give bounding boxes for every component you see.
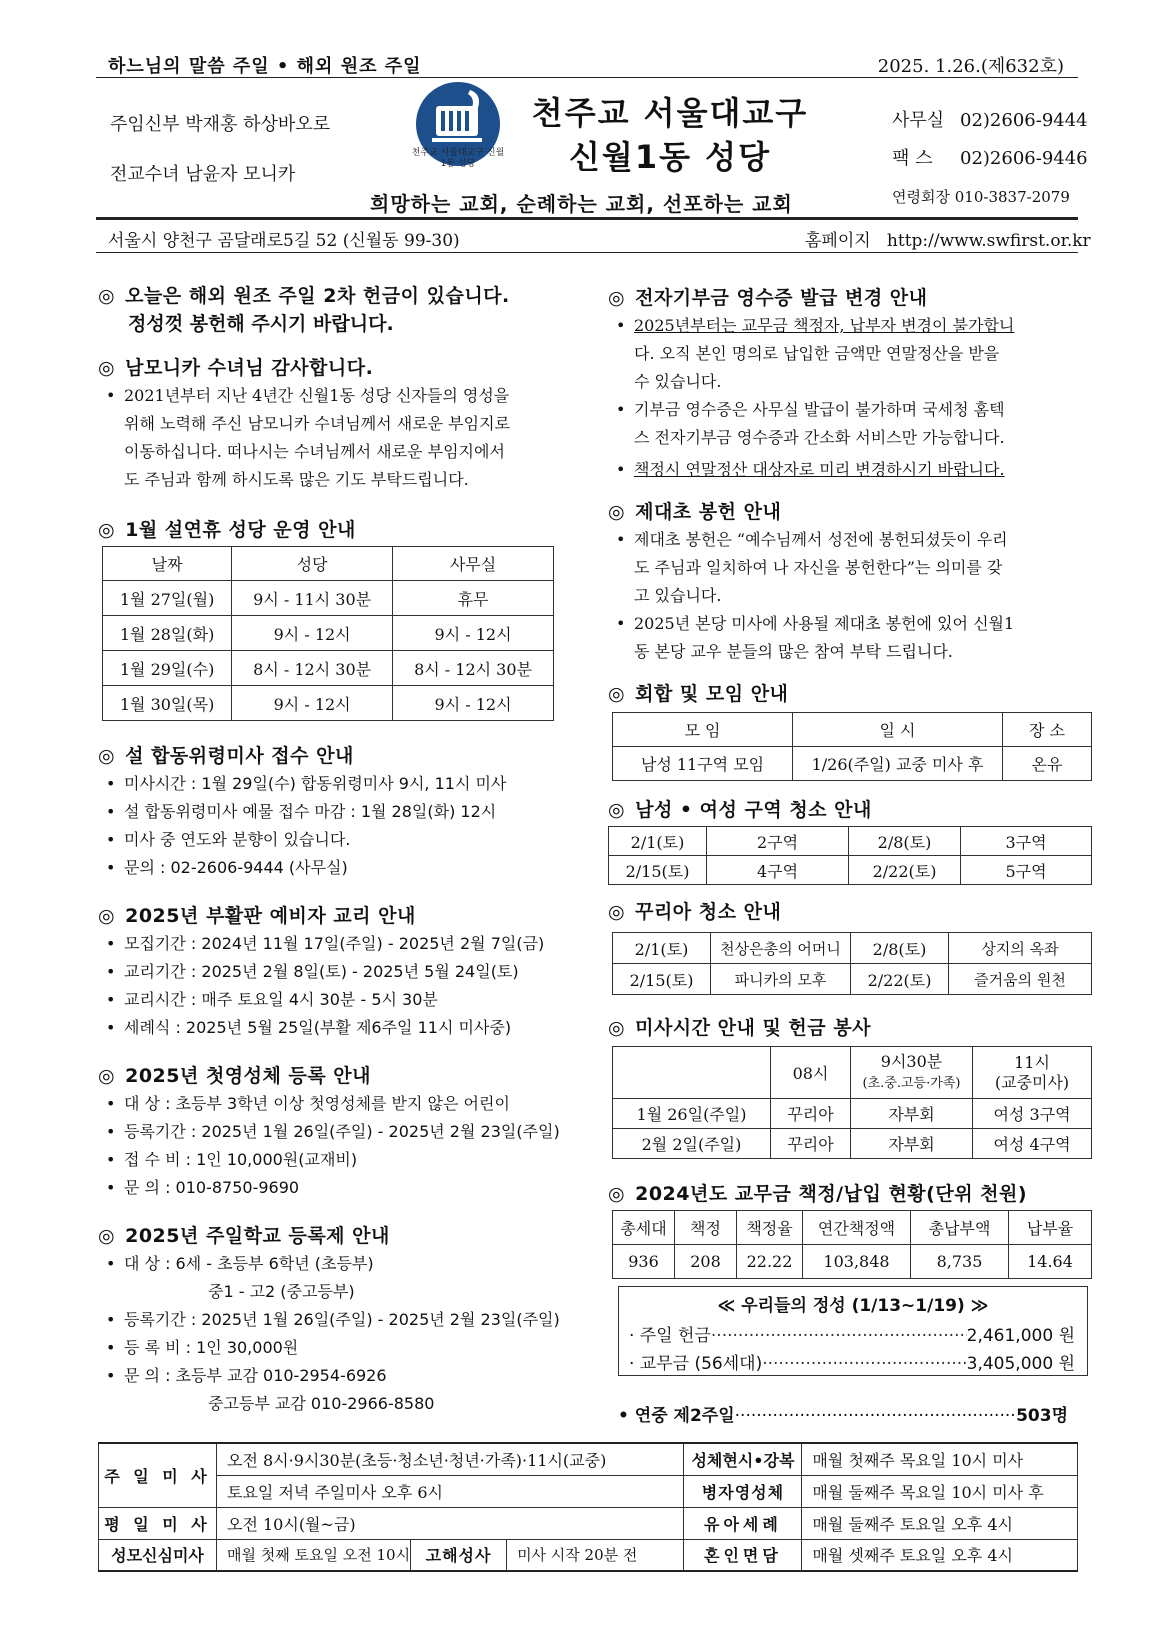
- section-title: ◎ 2024년도 교무금 책정/납입 현황(단위 천원): [608, 1183, 1028, 1205]
- offering-label: · 교무금 (56세대): [629, 1354, 763, 1374]
- homepage-label: 홈페이지: [805, 231, 871, 251]
- list-item: • 책정시 연말정산 대상자로 미리 변경하시기 바랍니다.: [608, 456, 1078, 484]
- homepage-url[interactable]: http://www.swfirst.or.kr: [886, 231, 1091, 251]
- sunday-mass-label: 주 일 미 사: [99, 1443, 217, 1507]
- nun-name: 전교수녀 남윤자 모니카: [110, 164, 296, 185]
- notice-tithe-status: [608, 1180, 1088, 1208]
- office-phone-row: [892, 102, 1088, 140]
- fax-row: [892, 140, 1088, 178]
- list-item: • 모집기간 : 2024년 11월 17일(주일) - 2025년 2월 7일(금): [98, 930, 578, 958]
- office-label: 사무실: [892, 110, 945, 131]
- offering-value: 3,405,000 원: [966, 1354, 1075, 1374]
- header-divider: [96, 217, 1078, 220]
- table-header: 11시 (교중미사): [973, 1047, 1092, 1099]
- meetings-table: [612, 712, 1092, 781]
- section-title: ◎ 제대초 봉헌 안내: [608, 501, 782, 523]
- parish-motto: 희망하는 교회, 순례하는 교회, 선포하는 교회: [370, 192, 793, 216]
- offering-title: ≪ 우리들의 정성 (1/13~1/19) ≫: [717, 1296, 989, 1316]
- table-header: 모 임: [613, 713, 793, 747]
- list-item: • 등록기간 : 2025년 1월 26일(주일) - 2025년 2월 23일(주일): [98, 1306, 578, 1334]
- marian-mass-label: 성모신심미사: [99, 1539, 217, 1571]
- table-header: 일 시: [793, 713, 1003, 747]
- list-item: • 접 수 비 : 1인 10,000원(교재비): [98, 1146, 578, 1174]
- list-item: • 문 의 : 010-8750-9690: [98, 1174, 578, 1202]
- table-row: 2/15(토) 4구역 2/22(토) 5구역: [609, 856, 1092, 885]
- tithe-status-table: [612, 1210, 1092, 1279]
- header-divider-2: [96, 252, 1078, 253]
- list-item: • 미사 중 연도와 분향이 있습니다.: [98, 826, 578, 854]
- list-item-cont: 도 주님과 함께 하시도록 많은 기도 부탁드립니다.: [124, 470, 469, 489]
- table-header: 08시: [771, 1047, 851, 1099]
- table-header: 장 소: [1003, 713, 1092, 747]
- section-title: ◎ 미사시간 안내 및 헌금 봉사: [608, 1017, 871, 1039]
- holiday-hours-table: [102, 546, 554, 721]
- table-header: 납부율: [1009, 1211, 1092, 1245]
- homepage: [805, 226, 1091, 251]
- chair-row: [892, 178, 1088, 216]
- notice-district-cleaning: [608, 796, 1078, 824]
- confession-label: 고해성사: [411, 1539, 507, 1571]
- table-header: 성당: [232, 547, 393, 581]
- list-item-cont: 중1 - 고2 (중고등부): [208, 1282, 355, 1301]
- list-item-cont: 다. 오직 본인 명의로 납입한 금액만 연말정산을 받을: [634, 344, 1000, 363]
- list-item: • 등 록 비 : 1인 30,000원: [98, 1334, 578, 1362]
- marian-mass-value: 매월 첫째 토요일 오전 10시: [217, 1539, 411, 1571]
- table-header: 책정율: [737, 1211, 803, 1245]
- fax-label: 팩 스: [892, 148, 933, 169]
- chair-phone: 010-3837-2079: [954, 188, 1070, 206]
- list-item-cont: 도 주님과 일치하여 나 자신을 봉헌한다”는 의미를 갖: [634, 558, 1003, 577]
- sick-communion-value: 매월 둘째주 목요일 10시 미사 후: [802, 1475, 1078, 1507]
- list-item: • 2025년 본당 미사에 사용될 제대초 봉헌에 있어 신월1: [608, 610, 1078, 638]
- table-header: 총세대: [613, 1211, 675, 1245]
- list-item-cont: 이동하십니다. 떠나시는 수녀님께서 새로운 부임지에서: [124, 442, 505, 461]
- list-item: • 기부금 영수증은 사무실 발급이 불가하며 국세청 홈텍: [608, 396, 1078, 424]
- list-item: • 제대초 봉헌은 “예수님께서 성전에 봉헌되셨듯이 우리: [608, 526, 1078, 554]
- table-row: 2/15(토) 파니카의 모후 2/22(토) 즐거움의 원천: [613, 964, 1092, 995]
- adoration-value: 매월 첫째주 목요일 10시 미사: [802, 1443, 1078, 1475]
- section-title: ◎ 꾸리아 청소 안내: [608, 901, 782, 923]
- weekly-offering-box: [618, 1286, 1088, 1376]
- list-item: • 문 의 : 초등부 교감 010-2954-6926: [98, 1362, 578, 1390]
- notice-mass-offering-service: [608, 1014, 1078, 1042]
- notice-first-communion: [98, 1062, 578, 1202]
- table-row: 936 208 22.22 103,848 8,735 14.64: [613, 1245, 1092, 1279]
- list-item: • 세례식 : 2025년 5월 25일(부활 제6주일 11시 미사중): [98, 1014, 578, 1042]
- section-title: ◎ 남성 • 여성 구역 청소 안내: [608, 799, 872, 821]
- list-item-cont: 동 본당 교우 분들의 많은 참여 부탁 드립니다.: [634, 642, 953, 661]
- offering-row-sunday: [629, 1321, 1075, 1346]
- notice-memorial-mass: [98, 742, 578, 882]
- section-title: ◎ 2025년 부활판 예비자 교리 안내: [98, 905, 416, 927]
- sunday-title: 하느님의 말씀 주일 • 해외 원조 주일: [108, 56, 422, 77]
- table-header: 사무실: [393, 547, 554, 581]
- saturday-vigil-mass: 토요일 저녁 주일미사 오후 6시: [217, 1475, 684, 1507]
- table-row: 1월 30일(목) 9시 - 12시 9시 - 12시: [103, 686, 554, 721]
- table-row: 1월 26일(주일) 꾸리아 자부회 여성 3구역: [613, 1099, 1092, 1129]
- list-item-cont: 위해 노력해 주신 남모니카 수녀님께서 새로운 부임지로: [124, 414, 511, 433]
- list-item-cont: 스 전자기부금 영수증과 간소화 서비스만 가능합니다.: [634, 428, 1005, 447]
- list-item-cont: 중고등부 교감 010-2966-8580: [208, 1394, 435, 1413]
- district-cleaning-table: [608, 826, 1092, 885]
- section-title: ◎ 2025년 첫영성체 등록 안내: [98, 1065, 372, 1087]
- notice-sunday-school: [98, 1222, 578, 1418]
- infant-baptism-value: 매월 둘째주 토요일 오후 4시: [802, 1507, 1078, 1539]
- notice-altar-candle: [608, 498, 1078, 666]
- section-title: ◎ 남모니카 수녀님 감사합니다.: [98, 357, 374, 379]
- header-top-bar: [96, 52, 1078, 78]
- marriage-value: 매월 셋째주 토요일 오후 4시: [802, 1539, 1078, 1571]
- mass-service-table: [612, 1046, 1092, 1159]
- parish-title-line2: 신월1동 성당: [569, 138, 771, 176]
- section-title: ◎ 설 합동위령미사 접수 안내: [98, 745, 354, 767]
- contact-block: [892, 102, 1088, 216]
- notice-donation-receipt: [608, 284, 1078, 484]
- list-item: • 대 상 : 6세 - 초등부 6학년 (초등부): [98, 1250, 578, 1278]
- offering-label: · 주일 헌금: [629, 1326, 711, 1346]
- sick-communion-label: 병자영성체: [684, 1475, 802, 1507]
- table-header: 날짜: [103, 547, 232, 581]
- section-subtitle: 정성껏 봉헌해 주시기 바랍니다.: [128, 313, 394, 335]
- list-item-cont: 고 있습니다.: [634, 586, 722, 605]
- table-row: 2/1(토) 2구역 2/8(토) 3구역: [609, 827, 1092, 856]
- chair-label: 연령회장: [892, 188, 950, 206]
- offering-value: 2,461,000 원: [966, 1326, 1075, 1346]
- table-row: 2/1(토) 천상은총의 어머니 2/8(토) 상지의 옥좌: [613, 933, 1092, 964]
- section-title: ◎ 전자기부금 영수증 발급 변경 안내: [608, 287, 928, 309]
- section-title: ◎ 오늘은 해외 원조 주일 2차 헌금이 있습니다.: [98, 285, 510, 307]
- offering-row-tithe: [629, 1349, 1075, 1374]
- table-row: 1월 29일(수) 8시 - 12시 30분 8시 - 12시 30분: [103, 651, 554, 686]
- table-row: 1월 28일(화) 9시 - 12시 9시 - 12시: [103, 616, 554, 651]
- table-row: 1월 27일(월) 9시 - 11시 30분 휴무: [103, 581, 554, 616]
- list-item: • 2025년부터는 교무금 책정자, 납부자 변경이 불가합니: [608, 312, 1078, 340]
- list-item: • 등록기간 : 2025년 1월 26일(주일) - 2025년 2월 23일(주일): [98, 1118, 578, 1146]
- notice-meetings: [608, 680, 1078, 708]
- notice-sister-thanks: [98, 354, 578, 494]
- notice-lunar-holiday: [98, 516, 578, 544]
- adoration-label: 성체현시•강복: [684, 1443, 802, 1475]
- curia-cleaning-table: [612, 932, 1092, 995]
- marriage-label: 혼인면담: [684, 1539, 802, 1571]
- notice-second-collection: [98, 282, 578, 338]
- parish-title-line1: 천주교 서울대교구: [531, 94, 809, 132]
- list-item: • 교리기간 : 2025년 2월 8일(토) - 2025년 5월 24일(토): [98, 958, 578, 986]
- notice-catechumen: [98, 902, 578, 1042]
- parish-address: 서울시 양천구 곰달래로5길 52 (신월동 99-30): [108, 231, 460, 251]
- section-title: ◎ 회합 및 모임 안내: [608, 683, 789, 705]
- list-item: • 설 합동위령미사 예물 접수 마감 : 1월 28일(화) 12시: [98, 798, 578, 826]
- list-item: • 문의 : 02-2606-9444 (사무실): [98, 854, 578, 882]
- confession-value: 미사 시작 20분 전: [507, 1539, 684, 1571]
- table-header: 책정: [675, 1211, 737, 1245]
- section-title: ◎ 2025년 주일학교 등록제 안내: [98, 1225, 390, 1247]
- fax-phone: 02)2606-9446: [960, 148, 1088, 169]
- list-item: • 대 상 : 초등부 3학년 이상 첫영성체를 받지 않은 어린이: [98, 1090, 578, 1118]
- notice-curia-cleaning: [608, 898, 1078, 926]
- table-header: 연간책정액: [803, 1211, 911, 1245]
- list-item: • 미사시간 : 1월 29일(수) 합동위령미사 9시, 11시 미사: [98, 770, 578, 798]
- table-header: 9시30분 (초.중.고등·가족): [851, 1047, 973, 1099]
- weekday-mass-label: 평 일 미 사: [99, 1507, 217, 1539]
- weekday-mass-value: 오전 10시(월~금): [217, 1507, 684, 1539]
- pastor-name: 주임신부 박재홍 하상바오로: [110, 114, 331, 135]
- attendance-label: • 연중 제2주일: [618, 1406, 735, 1426]
- attendance-row: [618, 1401, 1068, 1426]
- sunday-mass-times: 오전 8시·9시30분(초등·청소년·청년·가족)·11시(교중): [217, 1443, 684, 1475]
- issue-date: 2025. 1.26.(제632호): [877, 56, 1064, 77]
- section-title: ◎ 1월 설연휴 성당 운영 안내: [98, 519, 356, 541]
- logo-caption: 천주교 서울대교구 신월1동 성당: [411, 148, 505, 169]
- infant-baptism-label: 유아세례: [684, 1507, 802, 1539]
- table-row: 남성 11구역 모임 1/26(주일) 교중 미사 후 온유: [613, 747, 1092, 781]
- list-item: • 교리시간 : 매주 토요일 4시 30분 - 5시 30분: [98, 986, 578, 1014]
- table-row: 2월 2일(주일) 꾸리아 자부회 여성 4구역: [613, 1129, 1092, 1159]
- office-phone: 02)2606-9444: [960, 110, 1088, 131]
- attendance-value: 503명: [1016, 1406, 1068, 1426]
- table-header: 총납부액: [911, 1211, 1009, 1245]
- mass-schedule-table: [98, 1442, 1078, 1572]
- list-item: • 2021년부터 지난 4년간 신월1동 성당 신자들의 영성을: [98, 382, 578, 410]
- list-item-cont: 수 있습니다.: [634, 372, 722, 391]
